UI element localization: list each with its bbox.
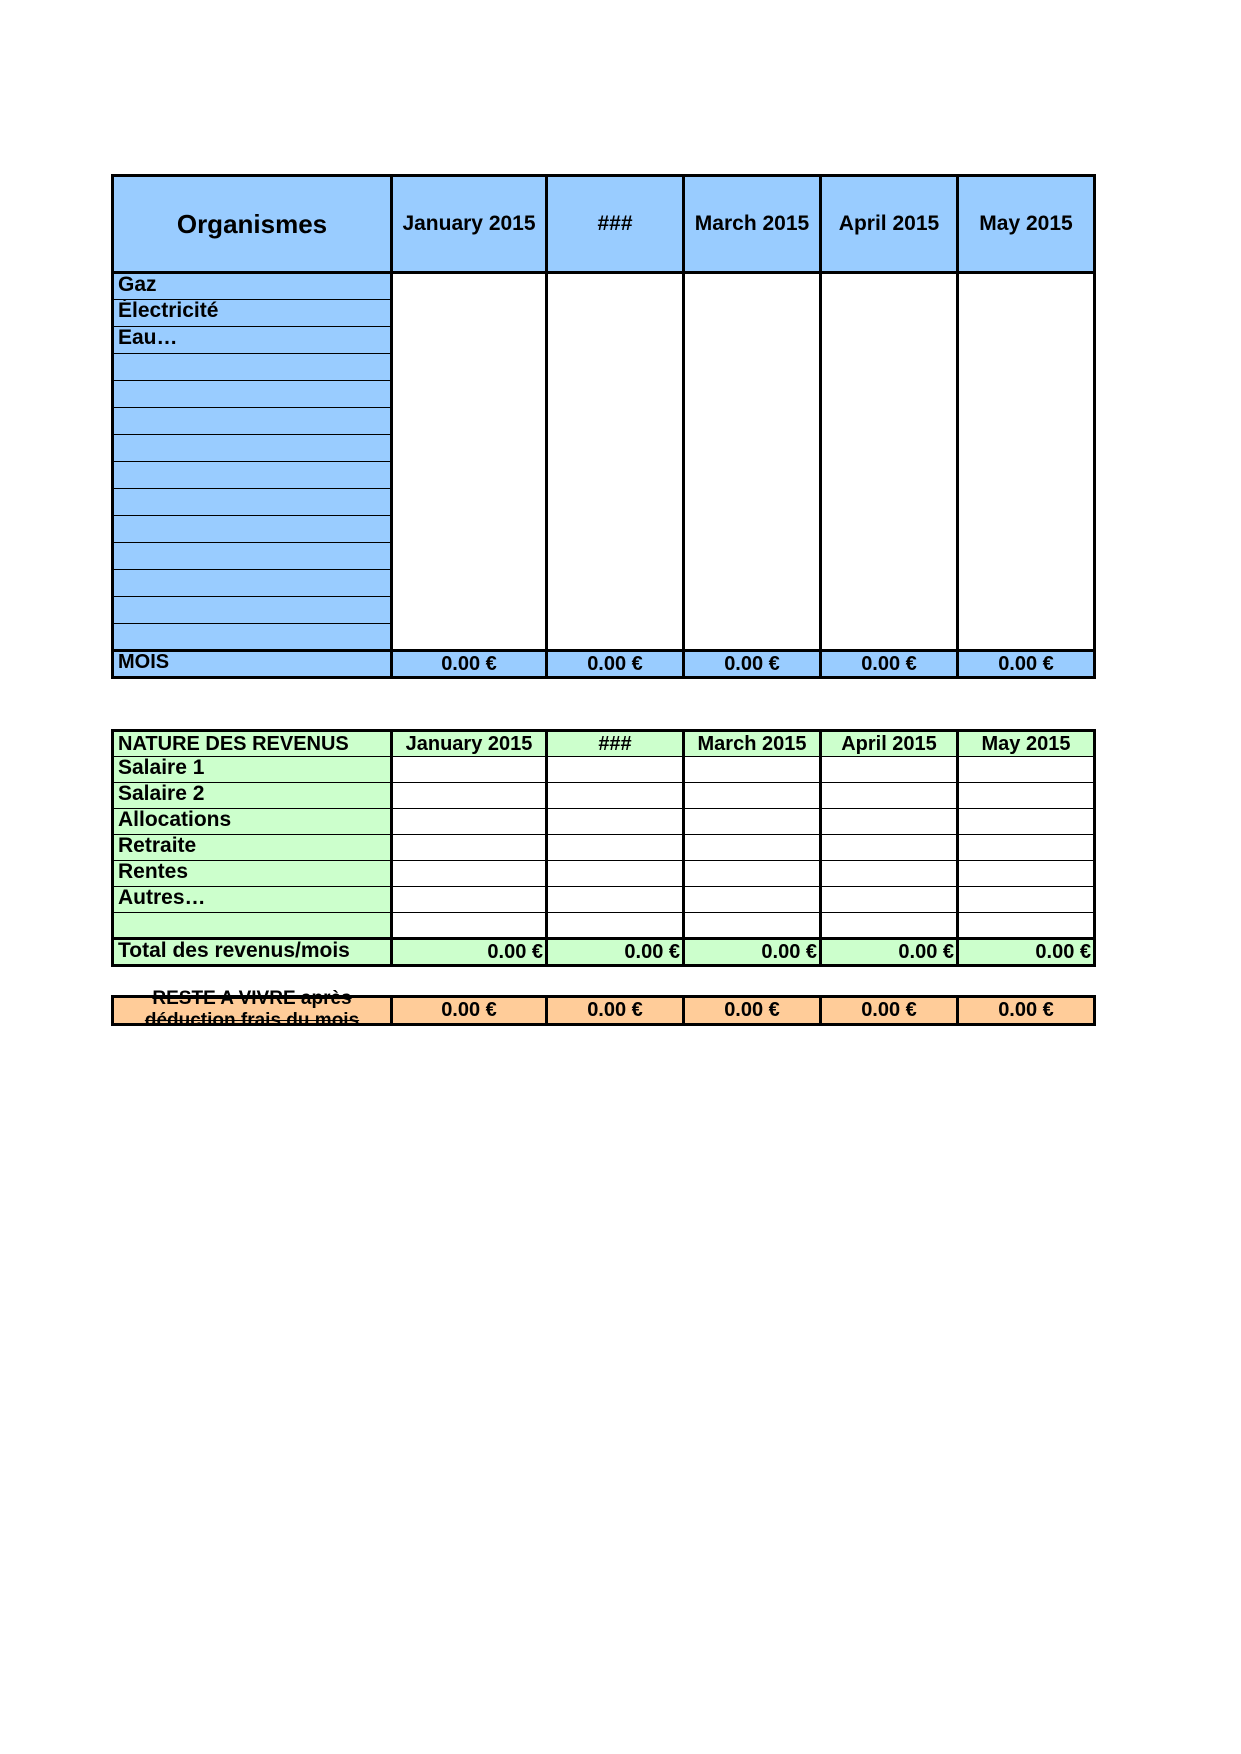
expenses-table [111, 174, 1096, 679]
income-row [113, 835, 1095, 861]
income-cell[interactable] [821, 835, 958, 861]
income-label[interactable]: Salaire 1 [113, 757, 392, 783]
expenses-total-value[interactable]: 0.00 € [392, 651, 547, 678]
income-cell[interactable] [958, 783, 1095, 809]
income-cell[interactable] [547, 913, 684, 939]
expenses-total-value[interactable]: 0.00 € [958, 651, 1095, 678]
income-cell[interactable] [958, 757, 1095, 783]
income-total-value[interactable]: 0.00 € [392, 939, 547, 966]
month-header: March 2015 [684, 176, 821, 273]
expenses-total-row [113, 651, 1095, 678]
income-cell[interactable] [821, 887, 958, 913]
income-total-row [113, 939, 1095, 966]
income-row [113, 757, 1095, 783]
income-header-row [113, 731, 1095, 757]
income-label[interactable] [113, 913, 392, 939]
expenses-header-row [113, 176, 1095, 273]
income-cell[interactable] [958, 913, 1095, 939]
expense-label[interactable] [113, 516, 392, 543]
reste-label: RESTE A VIVRE après déduction frais du mois [144, 988, 360, 1031]
reste-table [111, 988, 1096, 1031]
expense-month-column[interactable] [821, 273, 958, 651]
expense-label[interactable] [113, 597, 392, 624]
income-label[interactable]: Salaire 2 [113, 783, 392, 809]
expense-label[interactable] [113, 408, 392, 435]
month-header: May 2015 [958, 731, 1095, 757]
expense-label[interactable] [113, 354, 392, 381]
reste-value[interactable]: 0.00 € [392, 997, 547, 1025]
reste-row [113, 997, 1095, 1025]
income-total-value[interactable]: 0.00 € [547, 939, 684, 966]
reste-value[interactable]: 0.00 € [684, 997, 821, 1025]
income-cell[interactable] [684, 783, 821, 809]
income-cell[interactable] [547, 861, 684, 887]
reste-value[interactable]: 0.00 € [821, 997, 958, 1025]
expenses-total-value[interactable]: 0.00 € [684, 651, 821, 678]
month-header: May 2015 [958, 176, 1095, 273]
reste-value[interactable]: 0.00 € [547, 997, 684, 1025]
month-header: ### [547, 731, 684, 757]
income-row [113, 887, 1095, 913]
income-cell[interactable] [684, 887, 821, 913]
income-cell[interactable] [821, 783, 958, 809]
income-cell[interactable] [392, 783, 547, 809]
income-cell[interactable] [684, 913, 821, 939]
income-row [113, 861, 1095, 887]
income-cell[interactable] [392, 861, 547, 887]
expense-month-column[interactable] [392, 273, 547, 651]
income-total-value[interactable]: 0.00 € [958, 939, 1095, 966]
income-cell[interactable] [684, 835, 821, 861]
income-cell[interactable] [958, 809, 1095, 835]
month-header: January 2015 [392, 731, 547, 757]
expense-month-column[interactable] [684, 273, 821, 651]
income-row [113, 783, 1095, 809]
income-label[interactable]: Allocations [113, 809, 392, 835]
month-header: April 2015 [821, 731, 958, 757]
income-total-value[interactable]: 0.00 € [684, 939, 821, 966]
expense-label[interactable] [113, 435, 392, 462]
expense-label[interactable]: Gaz [113, 273, 392, 300]
income-cell[interactable] [547, 809, 684, 835]
reste-label-cell [113, 988, 392, 1031]
expenses-total-label: MOIS [113, 651, 392, 678]
expense-row [113, 273, 1095, 300]
expenses-total-value[interactable]: 0.00 € [821, 651, 958, 678]
expense-label[interactable] [113, 570, 392, 597]
income-cell[interactable] [958, 861, 1095, 887]
income-cell[interactable] [958, 887, 1095, 913]
income-title: NATURE DES REVENUS [113, 731, 392, 757]
expense-label[interactable] [113, 381, 392, 408]
income-cell[interactable] [547, 835, 684, 861]
income-row [113, 913, 1095, 939]
expense-label[interactable] [113, 462, 392, 489]
income-cell[interactable] [684, 757, 821, 783]
income-cell[interactable] [392, 887, 547, 913]
month-header: March 2015 [684, 731, 821, 757]
income-table [111, 729, 1096, 967]
income-cell[interactable] [547, 887, 684, 913]
expense-label[interactable] [113, 543, 392, 570]
income-cell[interactable] [821, 809, 958, 835]
income-cell[interactable] [821, 913, 958, 939]
month-header: April 2015 [821, 176, 958, 273]
reste-value[interactable]: 0.00 € [958, 997, 1095, 1025]
income-total-label: Total des revenus/mois [113, 939, 392, 966]
income-cell[interactable] [958, 835, 1095, 861]
income-cell[interactable] [684, 809, 821, 835]
income-cell[interactable] [392, 757, 547, 783]
income-label[interactable]: Retraite [113, 835, 392, 861]
month-header: January 2015 [392, 176, 547, 273]
expenses-title: Organismes [113, 176, 392, 273]
income-label[interactable]: Rentes [113, 861, 392, 887]
income-row [113, 809, 1095, 835]
expense-label[interactable]: Eau… [113, 327, 392, 354]
income-cell[interactable] [547, 783, 684, 809]
income-total-value[interactable]: 0.00 € [821, 939, 958, 966]
income-cell[interactable] [821, 757, 958, 783]
income-cell[interactable] [684, 861, 821, 887]
income-cell[interactable] [392, 913, 547, 939]
expense-month-column[interactable] [958, 273, 1095, 651]
income-cell[interactable] [392, 809, 547, 835]
income-cell[interactable] [821, 861, 958, 887]
income-cell[interactable] [392, 835, 547, 861]
month-header: ### [547, 176, 684, 273]
expense-label[interactable]: Électricité [113, 300, 392, 327]
expense-month-column[interactable] [547, 273, 684, 651]
income-label[interactable]: Autres… [113, 887, 392, 913]
income-cell[interactable] [547, 757, 684, 783]
expense-label[interactable] [113, 489, 392, 516]
expense-label[interactable] [113, 624, 392, 651]
expenses-total-value[interactable]: 0.00 € [547, 651, 684, 678]
